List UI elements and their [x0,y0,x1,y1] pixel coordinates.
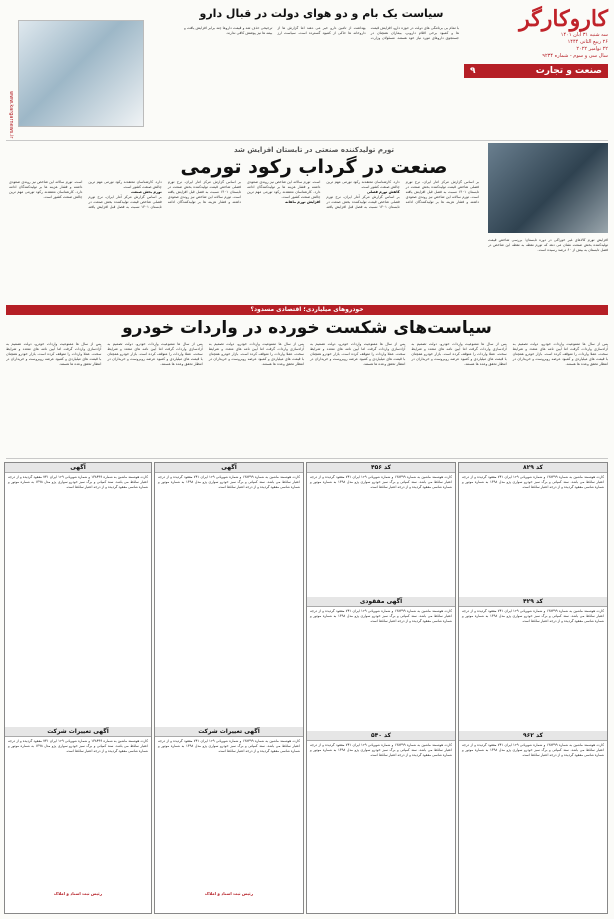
ad-text-5: کارت هوشمند ماشین به شماره ۱۳۸۴۹۹ و شماره شهربانی ۱۲۹ ایران ۷۴۱ مفقود گردیده و از درجه اعتبار ساقط می باشد. سند کمپانی و برگ سبز خودرو سواری پژو مدل ۱۳۹۸ به شماره موتور و شماره شاسی مفقود گردیده و از درجه اعتبار ساقط است. [310,609,452,623]
feature-body-text-4: بر اساس گزارش مرکز آمار ایران، نرخ تورم فصلی شاخص قیمت تولیدکننده بخش صنعت در تابستان ۱۴۰۱ نسبت به فصل قبل افزایش یافته است. تورم سالانه این شاخص نیز روندی صعودی داشته و فشار هزینه ها بر تولیدکنندگان ادامه دارد. کارشناسان معتقدند رکود تورمی مهم ترین چالش صنعت کشور است. [9,180,162,209]
top-story-title [184,6,459,24]
feature-body-text: بر اساس گزارش مرکز آمار ایران، نرخ تورم فصلی شاخص قیمت تولیدکننده بخش صنعت در تابستان ۱۴۰۱ نسبت به فصل قبل افزایش یافته است. تورم سالانه این شاخص نیز روندی صعودی داشته و فشار هزینه ها بر تولیدکنندگان ادامه دارد. کارشناسان معتقدند رکود تورمی مهم ترین چالش صنعت کشور است. [326,180,479,204]
ad-company-changes: آگهی تغییرات شرکت [155,727,303,737]
divider [6,140,608,141]
ad-notice-title-2: آگهی [5,463,151,473]
feature-lead-text: افزایش تورم کالاهای غیر خوراکی در دوره تابستان؛ بررسی شاخص قیمت تولیدکننده بخش صنعت نشان می دهد که تورم نقطه به نقطه این شاخص در فصل تابستان به بیش از ۶۰ درصد رسیده است. [488,238,608,252]
feature-subhead-3: تورم بخش صنعت [131,190,162,194]
divider-ads [6,458,608,459]
date-hijri: ۲۶ ربیع الثانی ۱۴۴۴ [567,39,608,45]
ad-signoff-2: رئیس ثبت اسناد و املاک [54,891,102,896]
auto-body-text-3: پس از سال ها ممنوعیت واردات خودرو، دولت تصمیم به آزادسازی واردات گرفت اما آیین نامه های متعدد و شرایط سخت، عملا واردات را متوقف کرده است. بازار خودرو همچنان با قیمت های میلیاردی و کمبود عرضه روبروست و خریداران در انتظار تحقق وعده ها هستند. [310,342,406,366]
ad-text-6: کارت هوشمند ماشین به شماره ۱۳۸۴۹۹ و شماره شهربانی ۱۲۹ ایران ۷۴۱ مفقود گردیده و از درجه اعتبار ساقط می باشد. سند کمپانی و برگ سبز خودرو سواری پژو مدل ۱۳۹۸ به شماره موتور و شماره شاسی مفقود گردیده و از درجه اعتبار ساقط است. [310,743,452,757]
auto-body-text-6: پس از سال ها ممنوعیت واردات خودرو، دولت تصمیم به آزادسازی واردات گرفت اما آیین نامه های متعدد و شرایط سخت، عملا واردات را متوقف کرده است. بازار خودرو همچنان با قیمت های میلیاردی و کمبود عرضه روبروست و خریداران در انتظار تحقق وعده ها هستند. [6,342,102,366]
side-url: www.kargarnews.ir [8,90,14,138]
feature-body-text-3: بر اساس گزارش مرکز آمار ایران، نرخ تورم فصلی شاخص قیمت تولیدکننده بخش صنعت در تابستان ۱۴۰۱ نسبت به فصل قبل افزایش یافته است. تورم سالانه این شاخص نیز روندی صعودی داشته و فشار هزینه ها بر تولیدکنندگان ادامه دارد. کارشناسان معتقدند رکود تورمی مهم ترین چالش صنعت کشور است. [88,180,242,204]
top-story-paragraph: با تمام بی برنامگی های دولت در حوزه دارو، افزایش قیمت ها و کمبود برخی اقلام دارویی، بیماران همچنان در جستجوی داروهای مورد نیاز خود هستند. مسئولان وزارت بهداشت از تامین دارو خبر می دهند اما گزارش ها از داروخانه ها حاکی از کمبود گسترده است. سیاست ارز ترجیحی حذف شد و قیمت داروها چند برابر افزایش یافت و بیمه ها نیز پوشش کافی ندارند. [184,26,459,40]
section-bar [464,64,608,78]
auto-kicker-bar: خودروهای میلیاردی؛ اقتصادی مسدود؟ [6,305,608,315]
date-shamsi: سه شنبه ۳۱ آبان ۱۴۰۱ [560,32,608,38]
ads-column-2 [306,462,456,914]
ads-column-4 [4,462,152,914]
issue-number: سال سی و سوم - شماره ۹۲۳۴ [542,53,608,59]
page-number: ۹ [470,66,476,76]
section-title: صنعت و تجارت [535,66,602,76]
feature-subhead-1: کاهش تورم فصلی [366,190,400,194]
ads-column-1 [458,462,608,914]
feature-header [149,145,479,179]
auto-body-text-2: پس از سال ها ممنوعیت واردات خودرو، دولت تصمیم به آزادسازی واردات گرفت اما آیین نامه های متعدد و شرایط سخت، عملا واردات را متوقف کرده است. بازار خودرو همچنان با قیمت های میلیاردی و کمبود عرضه روبروست و خریداران در انتظار تحقق وعده ها هستند. [411,342,507,366]
ad-code-1: کد ۸۲۹ [459,463,607,473]
feature-title: صنعت در گرداب رکود تورمی [180,156,448,178]
auto-body [6,342,608,454]
ad-text-10: کارت هوشمند ماشین به شماره ۱۳۸۴۹۹ و شماره شهربانی ۱۲۹ ایران ۷۴۱ مفقود گردیده و از درجه اعتبار ساقط می باشد. سند کمپانی و برگ سبز خودرو سواری پژو مدل ۱۳۹۸ به شماره موتور و شماره شاسی مفقود گردیده و از درجه اعتبار ساقط است. [8,739,148,753]
ad-code-3: کد ۹۶۲ [459,731,607,741]
ad-text-9: کارت هوشمند ماشین به شماره ۱۳۸۴۹۹ و شماره شهربانی ۱۲۹ ایران ۷۴۱ مفقود گردیده و از درجه اعتبار ساقط می باشد. سند کمپانی و برگ سبز خودرو سواری پژو مدل ۱۳۹۸ به شماره موتور و شماره شاسی مفقود گردیده و از درجه اعتبار ساقط است. [8,475,148,489]
feature-body [9,180,479,302]
ad-text-4: کارت هوشمند ماشین به شماره ۱۳۸۴۹۹ و شماره شهربانی ۱۲۹ ایران ۷۴۱ مفقود گردیده و از درجه اعتبار ساقط می باشد. سند کمپانی و برگ سبز خودرو سواری پژو مدل ۱۳۹۸ به شماره موتور و شماره شاسی مفقود گردیده و از درجه اعتبار ساقط است. [310,475,452,489]
pharmacy-photo [18,20,144,127]
auto-body-text-5: پس از سال ها ممنوعیت واردات خودرو، دولت تصمیم به آزادسازی واردات گرفت اما آیین نامه های متعدد و شرایط سخت، عملا واردات را متوقف کرده است. بازار خودرو همچنان با قیمت های میلیاردی و کمبود عرضه روبروست و خریداران در انتظار تحقق وعده ها هستند. [107,342,203,366]
feature-body-text-2: بر اساس گزارش مرکز آمار ایران، نرخ تورم فصلی شاخص قیمت تولیدکننده بخش صنعت در تابستان ۱۴۰۱ نسبت به فصل قبل افزایش یافته است. تورم سالانه این شاخص نیز روندی صعودی داشته و فشار هزینه ها بر تولیدکنندگان ادامه دارد. کارشناسان معتقدند رکود تورمی مهم ترین چالش صنعت کشور است. [247,180,400,209]
ad-text-2: کارت هوشمند ماشین به شماره ۱۳۸۴۹۹ و شماره شهربانی ۱۲۹ ایران ۷۴۱ مفقود گردیده و از درجه اعتبار ساقط می باشد. سند کمپانی و برگ سبز خودرو سواری پژو مدل ۱۳۹۸ به شماره موتور و شماره شاسی مفقود گردیده و از درجه اعتبار ساقط است. [462,609,604,623]
ad-code-4: کد ۴۵۶ [307,463,455,473]
feature-kicker: تورم تولیدکننده صنعتی در تابستان افزایش شد [233,146,395,154]
auto-title: سیاست‌های شکست خورده در واردات خودرو [122,318,492,338]
ad-signoff-1: رئیس ثبت اسناد و املاک [205,891,253,896]
ad-text-7: کارت هوشمند ماشین به شماره ۱۳۸۴۹۹ و شماره شهربانی ۱۲۹ ایران ۷۴۱ مفقود گردیده و از درجه اعتبار ساقط می باشد. سند کمپانی و برگ سبز خودرو سواری پژو مدل ۱۳۹۸ به شماره موتور و شماره شاسی مفقود گردیده و از درجه اعتبار ساقط است. [158,475,300,489]
ad-company-changes-2: آگهی تغییرات شرکت [5,727,151,737]
auto-body-text: پس از سال ها ممنوعیت واردات خودرو، دولت تصمیم به آزادسازی واردات گرفت اما آیین نامه های متعدد و شرایط سخت، عملا واردات را متوقف کرده است. بازار خودرو همچنان با قیمت های میلیاردی و کمبود عرضه روبروست و خریداران در انتظار تحقق وعده ها هستند. [512,342,608,366]
ad-text-1: کارت هوشمند ماشین به شماره ۱۳۸۴۹۹ و شماره شهربانی ۱۲۹ ایران ۷۴۱ مفقود گردیده و از درجه اعتبار ساقط می باشد. سند کمپانی و برگ سبز خودرو سواری پژو مدل ۱۳۹۸ به شماره موتور و شماره شاسی مفقود گردیده و از درجه اعتبار ساقط است. [462,475,604,489]
auto-body-text-4: پس از سال ها ممنوعیت واردات خودرو، دولت تصمیم به آزادسازی واردات گرفت اما آیین نامه های متعدد و شرایط سخت، عملا واردات را متوقف کرده است. بازار خودرو همچنان با قیمت های میلیاردی و کمبود عرضه روبروست و خریداران در انتظار تحقق وعده ها هستند. [208,342,305,366]
masthead [464,6,608,138]
newspaper-logo: کاروکارگر [519,6,608,32]
ad-text-3: کارت هوشمند ماشین به شماره ۱۳۸۴۹۹ و شماره شهربانی ۱۲۹ ایران ۷۴۱ مفقود گردیده و از درجه اعتبار ساقط می باشد. سند کمپانی و برگ سبز خودرو سواری پژو مدل ۱۳۹۸ به شماره موتور و شماره شاسی مفقود گردیده و از درجه اعتبار ساقط است. [462,743,604,757]
ad-notice-title: آگهی [155,463,303,473]
ad-lost-title: آگهی مفقودی [307,597,455,607]
date-gregorian: ۲۲ نوامبر ۲۰۲۲ [576,46,608,52]
ad-text-8: کارت هوشمند ماشین به شماره ۱۳۸۴۹۹ و شماره شهربانی ۱۲۹ ایران ۷۴۱ مفقود گردیده و از درجه اعتبار ساقط می باشد. سند کمپانی و برگ سبز خودرو سواری پژو مدل ۱۳۹۸ به شماره موتور و شماره شاسی مفقود گردیده و از درجه اعتبار ساقط است. [158,739,300,753]
ad-code-5: کد ۵۴۰ [307,731,455,741]
ad-code-2: کد ۴۲۹ [459,597,607,607]
feature-lead [488,238,608,298]
feature-subhead-2: افزایش تورم ماهانه [285,200,321,204]
top-story-body [184,26,459,136]
ads-column-3 [154,462,304,914]
top-story-headline: سیاست یک بام و دو هوای دولت در قبال دارو [199,7,444,20]
factory-photo [488,143,608,233]
